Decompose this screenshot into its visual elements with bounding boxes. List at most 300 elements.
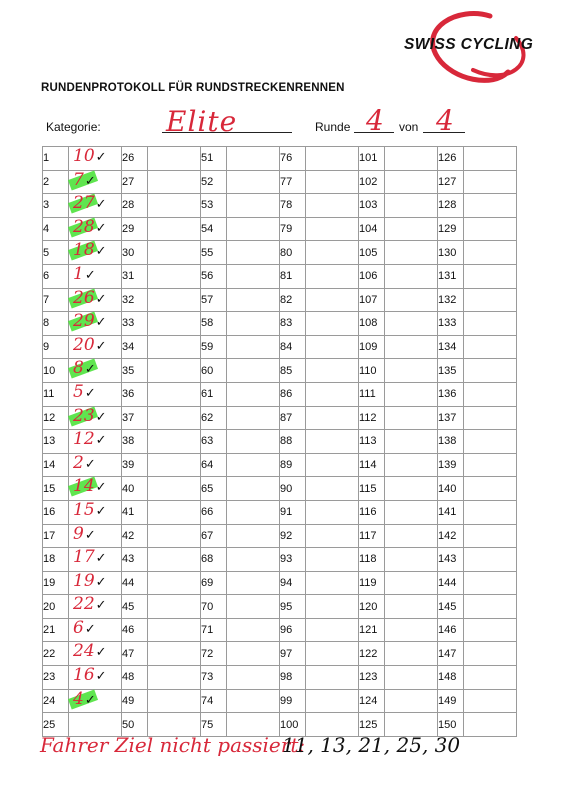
lap-mark-cell <box>306 477 359 501</box>
lap-mark-cell <box>148 571 201 595</box>
lap-mark-cell <box>227 618 280 642</box>
lap-mark-cell <box>306 500 359 524</box>
lap-number-cell: 11 <box>43 382 69 406</box>
lap-number-cell: 93 <box>280 548 306 572</box>
lap-number-cell: 129 <box>438 217 464 241</box>
table-row <box>43 241 517 265</box>
lap-number-cell: 22 <box>43 642 69 666</box>
lap-mark-cell <box>227 500 280 524</box>
lap-number-cell: 81 <box>280 264 306 288</box>
lap-number-cell: 118 <box>359 548 385 572</box>
lap-mark-cell <box>227 548 280 572</box>
lap-number-cell: 2 <box>43 170 69 194</box>
lap-number-cell: 12 <box>43 406 69 430</box>
table-row <box>43 477 517 501</box>
table-row <box>43 170 517 194</box>
handwritten-rider-number: 28 <box>73 216 95 237</box>
lap-mark-cell <box>227 288 280 312</box>
lap-mark-cell <box>69 147 122 171</box>
lap-number-cell: 37 <box>122 406 148 430</box>
handwritten-rider-number: 9 <box>73 523 84 544</box>
lap-mark-cell <box>306 595 359 619</box>
lap-number-cell: 94 <box>280 571 306 595</box>
table-row <box>43 194 517 218</box>
lap-number-cell: 82 <box>280 288 306 312</box>
handwritten-rider-number: 18 <box>73 240 95 261</box>
table-row <box>43 382 517 406</box>
handwritten-mark <box>73 571 107 591</box>
checkmark-icon: ✓ <box>95 150 107 165</box>
lap-mark-cell <box>69 689 122 713</box>
lap-mark-cell <box>69 170 122 194</box>
lap-mark-cell <box>227 453 280 477</box>
lap-number-cell: 106 <box>359 264 385 288</box>
table-row <box>43 689 517 713</box>
lap-mark-cell <box>227 217 280 241</box>
table-row <box>43 264 517 288</box>
lap-number-cell: 27 <box>122 170 148 194</box>
lap-mark-cell <box>306 618 359 642</box>
logo-text: SWISS CYCLING <box>404 36 534 53</box>
lap-number-cell: 80 <box>280 241 306 265</box>
lap-mark-cell <box>464 642 517 666</box>
lap-number-cell: 108 <box>359 312 385 336</box>
lap-mark-cell <box>385 524 438 548</box>
lap-number-cell: 77 <box>280 170 306 194</box>
checkmark-icon: ✓ <box>95 645 107 661</box>
table-row <box>43 359 517 383</box>
handwritten-mark <box>73 665 107 685</box>
lap-mark-cell <box>464 382 517 406</box>
runde-label: Runde <box>315 120 351 134</box>
handwritten-mark <box>73 288 107 308</box>
lap-mark-cell <box>227 194 280 218</box>
lap-number-cell: 43 <box>122 548 148 572</box>
lap-number-cell: 75 <box>201 713 227 737</box>
lap-mark-cell <box>385 500 438 524</box>
lap-mark-cell <box>69 335 122 359</box>
lap-mark-cell <box>69 288 122 312</box>
lap-number-cell: 45 <box>122 595 148 619</box>
lap-number-cell: 13 <box>43 430 69 454</box>
lap-number-cell: 100 <box>280 713 306 737</box>
lap-mark-cell <box>385 406 438 430</box>
lap-mark-cell <box>148 548 201 572</box>
lap-number-cell: 7 <box>43 288 69 312</box>
lap-number-cell: 65 <box>201 477 227 501</box>
handwritten-mark <box>73 476 107 496</box>
lap-number-cell: 26 <box>122 147 148 171</box>
lap-mark-cell <box>464 453 517 477</box>
lap-mark-cell <box>148 217 201 241</box>
footer-note: Fahrer Ziel nicht passiert: <box>40 733 306 757</box>
checkmark-icon: ✓ <box>95 480 107 496</box>
checkmark-icon: ✓ <box>95 315 107 331</box>
lap-mark-cell <box>385 666 438 690</box>
checkmark-icon: ✓ <box>95 338 107 354</box>
handwritten-mark <box>73 453 96 473</box>
lap-mark-cell <box>464 288 517 312</box>
lap-mark-cell <box>385 382 438 406</box>
lap-mark-cell <box>306 689 359 713</box>
lap-mark-cell <box>69 595 122 619</box>
checkmark-icon: ✓ <box>84 527 96 543</box>
lap-mark-cell <box>69 548 122 572</box>
lap-number-cell: 105 <box>359 241 385 265</box>
lap-number-cell: 130 <box>438 241 464 265</box>
lap-number-cell: 4 <box>43 217 69 241</box>
handwritten-mark <box>73 146 107 166</box>
lap-number-cell: 32 <box>122 288 148 312</box>
lap-number-cell: 71 <box>201 618 227 642</box>
handwritten-mark <box>73 594 107 614</box>
lap-number-cell: 25 <box>43 713 69 737</box>
lap-mark-cell <box>385 335 438 359</box>
handwritten-rider-number: 17 <box>73 547 95 568</box>
lap-mark-cell <box>306 406 359 430</box>
handwritten-mark <box>73 429 107 449</box>
lap-mark-cell <box>464 689 517 713</box>
lap-number-cell: 34 <box>122 335 148 359</box>
lap-mark-cell <box>227 241 280 265</box>
lap-number-cell: 51 <box>201 147 227 171</box>
lap-number-cell: 53 <box>201 194 227 218</box>
lap-number-cell: 9 <box>43 335 69 359</box>
lap-number-cell: 124 <box>359 689 385 713</box>
lap-number-cell: 99 <box>280 689 306 713</box>
lap-mark-cell <box>385 689 438 713</box>
lap-number-cell: 102 <box>359 170 385 194</box>
lap-number-cell: 128 <box>438 194 464 218</box>
lap-mark-cell <box>227 430 280 454</box>
lap-mark-cell <box>306 241 359 265</box>
lap-mark-cell <box>69 264 122 288</box>
lap-number-cell: 119 <box>359 571 385 595</box>
lap-number-cell: 148 <box>438 666 464 690</box>
lap-number-cell: 6 <box>43 264 69 288</box>
lap-number-cell: 107 <box>359 288 385 312</box>
lap-mark-cell <box>227 666 280 690</box>
lap-mark-cell <box>227 359 280 383</box>
lap-number-cell: 16 <box>43 500 69 524</box>
lap-number-cell: 58 <box>201 312 227 336</box>
lap-number-cell: 78 <box>280 194 306 218</box>
lap-mark-cell <box>464 548 517 572</box>
handwritten-mark <box>73 406 107 426</box>
lap-mark-cell <box>69 359 122 383</box>
lap-mark-cell <box>464 217 517 241</box>
checkmark-icon: ✓ <box>95 197 107 213</box>
handwritten-rider-number: 14 <box>73 476 95 497</box>
lap-number-cell: 127 <box>438 170 464 194</box>
lap-number-cell: 18 <box>43 548 69 572</box>
lap-number-cell: 90 <box>280 477 306 501</box>
lap-number-cell: 5 <box>43 241 69 265</box>
footer-numbers: 11, 13, 21, 25, 30 <box>282 733 461 757</box>
lap-mark-cell <box>148 335 201 359</box>
lap-number-cell: 113 <box>359 430 385 454</box>
von-label: von <box>399 120 419 134</box>
lap-mark-cell <box>69 500 122 524</box>
table-row <box>43 548 517 572</box>
handwritten-mark <box>73 382 96 402</box>
checkmark-icon: ✓ <box>84 362 96 378</box>
handwritten-rider-number: 27 <box>73 193 95 214</box>
lap-number-cell: 136 <box>438 382 464 406</box>
handwritten-mark <box>73 500 107 520</box>
lap-number-cell: 50 <box>122 713 148 737</box>
lap-mark-cell <box>385 430 438 454</box>
lap-number-cell: 145 <box>438 595 464 619</box>
lap-number-cell: 41 <box>122 500 148 524</box>
lap-number-cell: 91 <box>280 500 306 524</box>
lap-mark-cell <box>148 477 201 501</box>
checkmark-icon: ✓ <box>95 291 107 307</box>
lap-mark-cell <box>227 264 280 288</box>
lap-mark-cell <box>148 406 201 430</box>
lap-mark-cell <box>69 406 122 430</box>
lap-mark-cell <box>464 500 517 524</box>
lap-mark-cell <box>306 453 359 477</box>
table-row <box>43 571 517 595</box>
table-row <box>43 288 517 312</box>
lap-number-cell: 19 <box>43 571 69 595</box>
lap-mark-cell <box>464 359 517 383</box>
handwritten-mark <box>73 170 96 190</box>
lap-number-cell: 147 <box>438 642 464 666</box>
lap-mark-cell <box>69 524 122 548</box>
lap-number-cell: 74 <box>201 689 227 713</box>
handwritten-mark <box>73 618 96 638</box>
lap-number-cell: 140 <box>438 477 464 501</box>
lap-mark-cell <box>148 689 201 713</box>
lap-number-cell: 42 <box>122 524 148 548</box>
table-row <box>43 500 517 524</box>
lap-number-cell: 30 <box>122 241 148 265</box>
handwritten-mark <box>73 264 96 284</box>
lap-mark-cell <box>148 666 201 690</box>
lap-number-cell: 83 <box>280 312 306 336</box>
lap-number-cell: 62 <box>201 406 227 430</box>
lap-number-cell: 31 <box>122 264 148 288</box>
lap-mark-cell <box>306 359 359 383</box>
lap-number-cell: 3 <box>43 194 69 218</box>
lap-number-cell: 132 <box>438 288 464 312</box>
lap-mark-cell <box>306 548 359 572</box>
lap-mark-cell <box>306 288 359 312</box>
lap-mark-cell <box>385 595 438 619</box>
handwritten-rider-number: 22 <box>73 594 95 615</box>
lap-number-cell: 73 <box>201 666 227 690</box>
lap-mark-cell <box>385 312 438 336</box>
lap-mark-cell <box>69 477 122 501</box>
checkmark-icon: ✓ <box>95 574 107 590</box>
lap-mark-cell <box>464 335 517 359</box>
lap-number-cell: 96 <box>280 618 306 642</box>
lap-mark-cell <box>148 382 201 406</box>
kategorie-label: Kategorie: <box>46 120 101 134</box>
lap-mark-cell <box>69 312 122 336</box>
lap-number-cell: 76 <box>280 147 306 171</box>
lap-number-cell: 10 <box>43 359 69 383</box>
lap-number-cell: 137 <box>438 406 464 430</box>
lap-mark-cell <box>385 359 438 383</box>
table-row <box>43 217 517 241</box>
lap-number-cell: 86 <box>280 382 306 406</box>
lap-number-cell: 123 <box>359 666 385 690</box>
lap-mark-cell <box>306 312 359 336</box>
handwritten-rider-number: 20 <box>73 334 95 355</box>
runde-total: 4 <box>436 104 454 137</box>
table-row <box>43 666 517 690</box>
lap-mark-cell <box>148 194 201 218</box>
handwritten-rider-number: 5 <box>73 381 84 402</box>
lap-number-cell: 70 <box>201 595 227 619</box>
handwritten-rider-number: 10 <box>73 146 95 166</box>
lap-number-cell: 55 <box>201 241 227 265</box>
lap-mark-cell <box>464 194 517 218</box>
checkmark-icon: ✓ <box>84 267 96 283</box>
lap-number-cell: 95 <box>280 595 306 619</box>
handwritten-rider-number: 15 <box>73 499 95 520</box>
lap-mark-cell <box>227 571 280 595</box>
lap-number-cell: 40 <box>122 477 148 501</box>
lap-number-cell: 143 <box>438 548 464 572</box>
lap-mark-cell <box>69 453 122 477</box>
handwritten-rider-number: 16 <box>73 665 95 686</box>
lap-number-cell: 28 <box>122 194 148 218</box>
table-row <box>43 430 517 454</box>
checkmark-icon: ✓ <box>84 385 96 401</box>
lap-number-cell: 104 <box>359 217 385 241</box>
lap-number-cell: 149 <box>438 689 464 713</box>
handwritten-mark <box>73 641 107 661</box>
lap-mark-cell <box>227 382 280 406</box>
lap-mark-cell <box>464 666 517 690</box>
handwritten-rider-number: 1 <box>73 263 84 284</box>
lap-number-cell: 44 <box>122 571 148 595</box>
lap-mark-cell <box>464 430 517 454</box>
lap-number-cell: 39 <box>122 453 148 477</box>
handwritten-rider-number: 7 <box>73 169 84 190</box>
checkmark-icon: ✓ <box>84 692 96 708</box>
lap-mark-cell <box>227 406 280 430</box>
lap-number-cell: 79 <box>280 217 306 241</box>
lap-mark-cell <box>148 147 201 171</box>
lap-mark-cell <box>464 571 517 595</box>
lap-mark-cell <box>69 217 122 241</box>
kategorie-value: Elite <box>166 105 238 138</box>
lap-mark-cell <box>385 264 438 288</box>
lap-mark-cell <box>148 430 201 454</box>
checkmark-icon: ✓ <box>84 621 96 637</box>
lap-mark-cell <box>148 453 201 477</box>
lap-number-cell: 142 <box>438 524 464 548</box>
lap-number-cell: 67 <box>201 524 227 548</box>
lap-number-cell: 98 <box>280 666 306 690</box>
lap-mark-cell <box>69 642 122 666</box>
lap-number-cell: 61 <box>201 382 227 406</box>
lap-mark-cell <box>148 312 201 336</box>
lap-number-cell: 72 <box>201 642 227 666</box>
lap-number-cell: 54 <box>201 217 227 241</box>
lap-mark-cell <box>69 666 122 690</box>
lap-mark-cell <box>306 666 359 690</box>
page-title: RUNDENPROTOKOLL FÜR RUNDSTRECKENRENNEN <box>41 82 345 94</box>
lap-mark-cell <box>464 524 517 548</box>
lap-mark-cell <box>227 170 280 194</box>
table-row <box>43 335 517 359</box>
lap-number-cell: 36 <box>122 382 148 406</box>
lap-number-cell: 115 <box>359 477 385 501</box>
lap-mark-cell <box>464 595 517 619</box>
lap-number-cell: 116 <box>359 500 385 524</box>
lap-mark-cell <box>464 477 517 501</box>
lap-number-cell: 47 <box>122 642 148 666</box>
lap-number-cell: 29 <box>122 217 148 241</box>
lap-mark-cell <box>385 170 438 194</box>
lap-mark-cell <box>306 217 359 241</box>
lap-number-cell: 103 <box>359 194 385 218</box>
lap-mark-cell <box>385 147 438 171</box>
runde-value: 4 <box>366 104 384 137</box>
lap-number-cell: 122 <box>359 642 385 666</box>
table-row <box>43 595 517 619</box>
lap-number-cell: 1 <box>43 147 69 171</box>
lap-number-cell: 88 <box>280 430 306 454</box>
lap-mark-cell <box>227 595 280 619</box>
handwritten-rider-number: 2 <box>73 452 84 473</box>
lap-number-cell: 17 <box>43 524 69 548</box>
table-row <box>43 524 517 548</box>
lap-mark-cell <box>306 170 359 194</box>
lap-number-cell: 141 <box>438 500 464 524</box>
lap-mark-cell <box>227 312 280 336</box>
lap-number-cell: 68 <box>201 548 227 572</box>
lap-number-cell: 146 <box>438 618 464 642</box>
lap-mark-cell <box>148 595 201 619</box>
lap-mark-cell <box>385 241 438 265</box>
handwritten-mark <box>73 547 107 567</box>
lap-number-cell: 15 <box>43 477 69 501</box>
lap-mark-cell <box>69 618 122 642</box>
lap-number-cell: 69 <box>201 571 227 595</box>
checkmark-icon: ✓ <box>95 598 107 614</box>
lap-mark-cell <box>464 713 517 737</box>
lap-mark-cell <box>148 264 201 288</box>
handwritten-rider-number: 23 <box>73 405 95 426</box>
table-row <box>43 312 517 336</box>
lap-mark-cell <box>306 335 359 359</box>
lap-mark-cell <box>148 500 201 524</box>
lap-number-cell: 114 <box>359 453 385 477</box>
lap-number-cell: 126 <box>438 147 464 171</box>
lap-number-cell: 139 <box>438 453 464 477</box>
lap-mark-cell <box>69 194 122 218</box>
handwritten-mark <box>73 358 96 378</box>
lap-number-cell: 24 <box>43 689 69 713</box>
lap-number-cell: 133 <box>438 312 464 336</box>
handwritten-rider-number: 12 <box>73 429 95 450</box>
lap-number-cell: 38 <box>122 430 148 454</box>
lap-mark-cell <box>227 477 280 501</box>
lap-number-cell: 112 <box>359 406 385 430</box>
lap-mark-cell <box>385 548 438 572</box>
lap-mark-cell <box>306 571 359 595</box>
lap-mark-cell <box>69 382 122 406</box>
checkmark-icon: ✓ <box>95 220 107 236</box>
handwritten-rider-number: 4 <box>73 688 84 709</box>
